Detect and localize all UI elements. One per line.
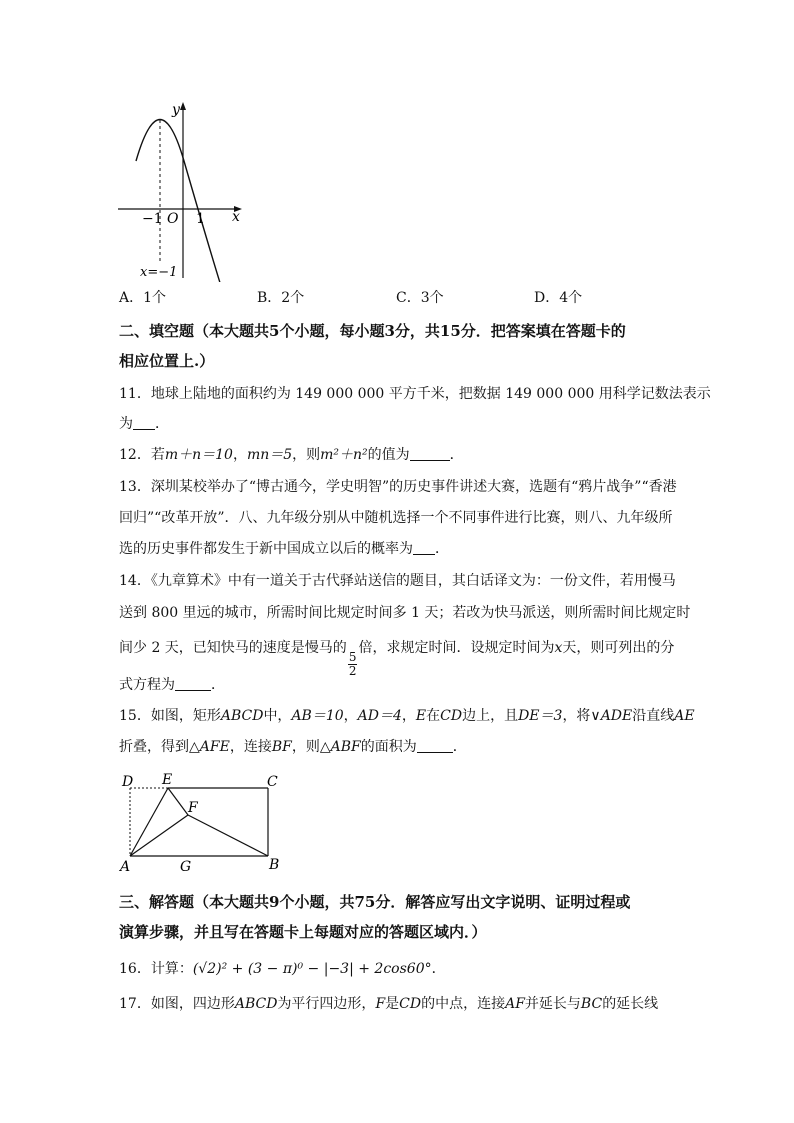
choice-d: D．4个 <box>534 290 583 306</box>
one-label: 1 <box>196 211 205 227</box>
segment-ae <box>130 788 168 856</box>
point-b-label: B <box>269 857 280 873</box>
segment-af <box>130 815 188 856</box>
q13-line2: 回归”“改革开放”．八、九年级分别从中随机选择一个不同事件进行比赛，则八、九年级所 <box>119 510 673 526</box>
q14-line4: 式方程为 ． <box>119 677 225 693</box>
q14-line1: 14．《九章算术》中有一道关于古代驿站送信的题目，其白话译文为：一份文件，若用慢马 <box>119 573 676 589</box>
q17-line1: 17．如图，四边形ABCD为平行四边形，F是CD的中点，连接AF并延长与BC的延长线 <box>119 996 659 1012</box>
q14-answer-blank[interactable] <box>175 676 211 691</box>
neg-one-label: −1 <box>142 211 163 227</box>
parabola-curve <box>136 120 221 283</box>
segment-fb <box>188 815 268 856</box>
y-axis-arrow <box>180 102 186 110</box>
q13-answer-blank[interactable] <box>413 540 435 555</box>
point-c-label: C <box>267 774 278 790</box>
point-e-label: E <box>162 772 173 788</box>
q12-answer-blank[interactable] <box>410 446 450 461</box>
choice-c: C．3个 <box>396 290 444 306</box>
q11-line1: 11．地球上陆地的面积约为 149 000 000 平方千米，把数据 149 000 000 用科学记数法表示 <box>119 386 711 402</box>
segment-ef <box>168 788 188 815</box>
section3-heading-line1: 三、解答题（本大题共9个小题，共75分．解答应写出文字说明、证明过程或 <box>119 893 631 911</box>
q16-expression: (√2)² + (3 − π)⁰ − |−3| + 2cos60° <box>192 961 432 977</box>
point-f-label: F <box>188 800 198 816</box>
q12-line: 12．若m＋n＝10，mn＝5，则m²＋n²的值为 ． <box>119 447 464 463</box>
rectangle-figure <box>118 770 288 876</box>
choice-b: B．2个 <box>257 290 305 306</box>
x-label: x <box>232 209 240 225</box>
section3-heading-line2: 演算步骤，并且写在答题卡上每题对应的答题区域内．） <box>119 923 487 941</box>
origin-label: O <box>167 211 179 227</box>
q15-line1: 15．如图，矩形ABCD中，AB＝10，AD＝4，E在CD边上，且DE＝3，将∨ADE沿直线AE <box>119 708 695 724</box>
section2-heading-line2: 相应位置上.） <box>119 352 215 370</box>
q14-fraction: $\frac{5}{2}$ <box>348 650 357 678</box>
y-label: y <box>172 102 180 118</box>
q13-line3: 选的历史事件都发生于新中国成立以后的概率为 ． <box>119 541 449 557</box>
parabola-graph <box>112 96 252 282</box>
point-g-label: G <box>180 859 192 875</box>
choice-a: A．1个 <box>119 290 167 306</box>
q14-line3: 间少 2 天，已知快马的速度是慢马的 $\frac{5}{2}$ 倍，求规定时间．设规定时间为x天，则可列出的分 <box>119 640 675 678</box>
point-a-label: A <box>120 859 131 875</box>
q15-line2: 折叠，得到△AFE，连接BF，则△ABF的面积为 ． <box>119 739 467 755</box>
q11-answer-blank[interactable] <box>133 415 155 430</box>
q16-line: 16．计算：(√2)² + (3 − π)⁰ − |−3| + 2cos60°． <box>119 961 446 977</box>
q15-answer-blank[interactable] <box>417 738 453 753</box>
axis-of-symmetry-label: x=−1 <box>140 265 178 280</box>
point-d-label: D <box>122 774 134 790</box>
q13-line1: 13．深圳某校举办了“博古通今，学史明智”的历史事件讲述大赛，选题有“鸦片战争”“香港 <box>119 479 677 495</box>
q14-line2: 送到 800 里远的城市，所需时间比规定时间多 1 天；若改为快马派送，则所需时间比规定时 <box>119 605 691 621</box>
q11-line2: 为 ． <box>119 416 169 432</box>
section2-heading-line1: 二、填空题（本大题共5个小题，每小题3分，共15分．把答案填在答题卡的 <box>119 322 626 340</box>
